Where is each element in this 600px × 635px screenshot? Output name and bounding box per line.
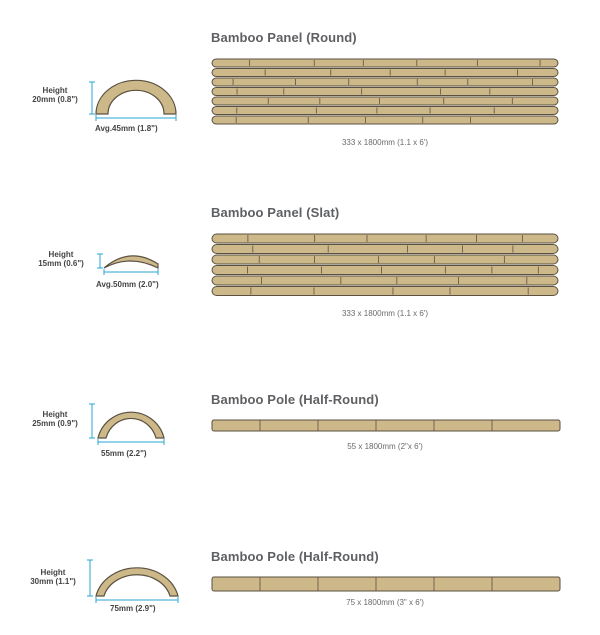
bamboo-stalk [212, 69, 558, 77]
size-caption-4: 75 x 1800mm (3" x 6') [346, 598, 424, 607]
profile-diagram-3 [88, 400, 178, 450]
product-title-2: Bamboo Panel (Slat) [211, 205, 340, 220]
bamboo-stalk [212, 255, 558, 264]
height-value-4: 30mm (1.1") [30, 577, 76, 586]
bamboo-pole-55 [210, 418, 570, 438]
bamboo-stalk [212, 78, 558, 86]
bamboo-stalk [212, 116, 558, 124]
height-word-2: Height [48, 250, 74, 259]
height-label-4 [20, 568, 86, 586]
height-word-1: Height [42, 86, 68, 95]
height-value-1: 20mm (0.8") [32, 95, 78, 104]
width-label-4: 75mm (2.9") [110, 604, 156, 613]
width-label-3: 55mm (2.2") [101, 449, 147, 458]
bamboo-stalk [212, 287, 558, 296]
bamboo-stalk [212, 234, 558, 243]
product-title-3: Bamboo Pole (Half-Round) [211, 392, 379, 407]
product-title-4: Bamboo Pole (Half-Round) [211, 549, 379, 564]
height-label-1 [22, 86, 88, 104]
width-label-1: Avg.45mm (1.8") [95, 124, 158, 133]
bamboo-pole-75 [210, 575, 570, 597]
bamboo-stalk [212, 107, 558, 115]
size-caption-1: 333 x 1800mm (1.1 x 6') [341, 138, 428, 147]
size-caption-3: 55 x 1800mm (2"x 6') [347, 442, 423, 451]
bamboo-stalk [212, 88, 558, 96]
bamboo-stalk [212, 266, 558, 275]
width-label-2: Avg.50mm (2.0") [96, 280, 159, 289]
height-word-4: Height [40, 568, 66, 577]
bamboo-pole [212, 577, 560, 591]
height-label-2 [30, 250, 92, 268]
bamboo-panel-round [210, 58, 560, 128]
height-value-2: 15mm (0.6") [38, 259, 84, 268]
height-label-3 [22, 410, 88, 428]
bamboo-stalk [212, 59, 558, 67]
bamboo-stalk [212, 276, 558, 285]
height-word-3: Height [42, 410, 68, 419]
height-value-3: 25mm (0.9") [32, 419, 78, 428]
product-title-1: Bamboo Panel (Round) [211, 30, 357, 45]
bamboo-panel-slat [210, 233, 560, 299]
size-caption-2: 333 x 1800mm (1.1 x 6') [341, 309, 428, 318]
bamboo-stalk [212, 97, 558, 105]
bamboo-stalk [212, 245, 558, 254]
bamboo-pole [212, 420, 560, 431]
